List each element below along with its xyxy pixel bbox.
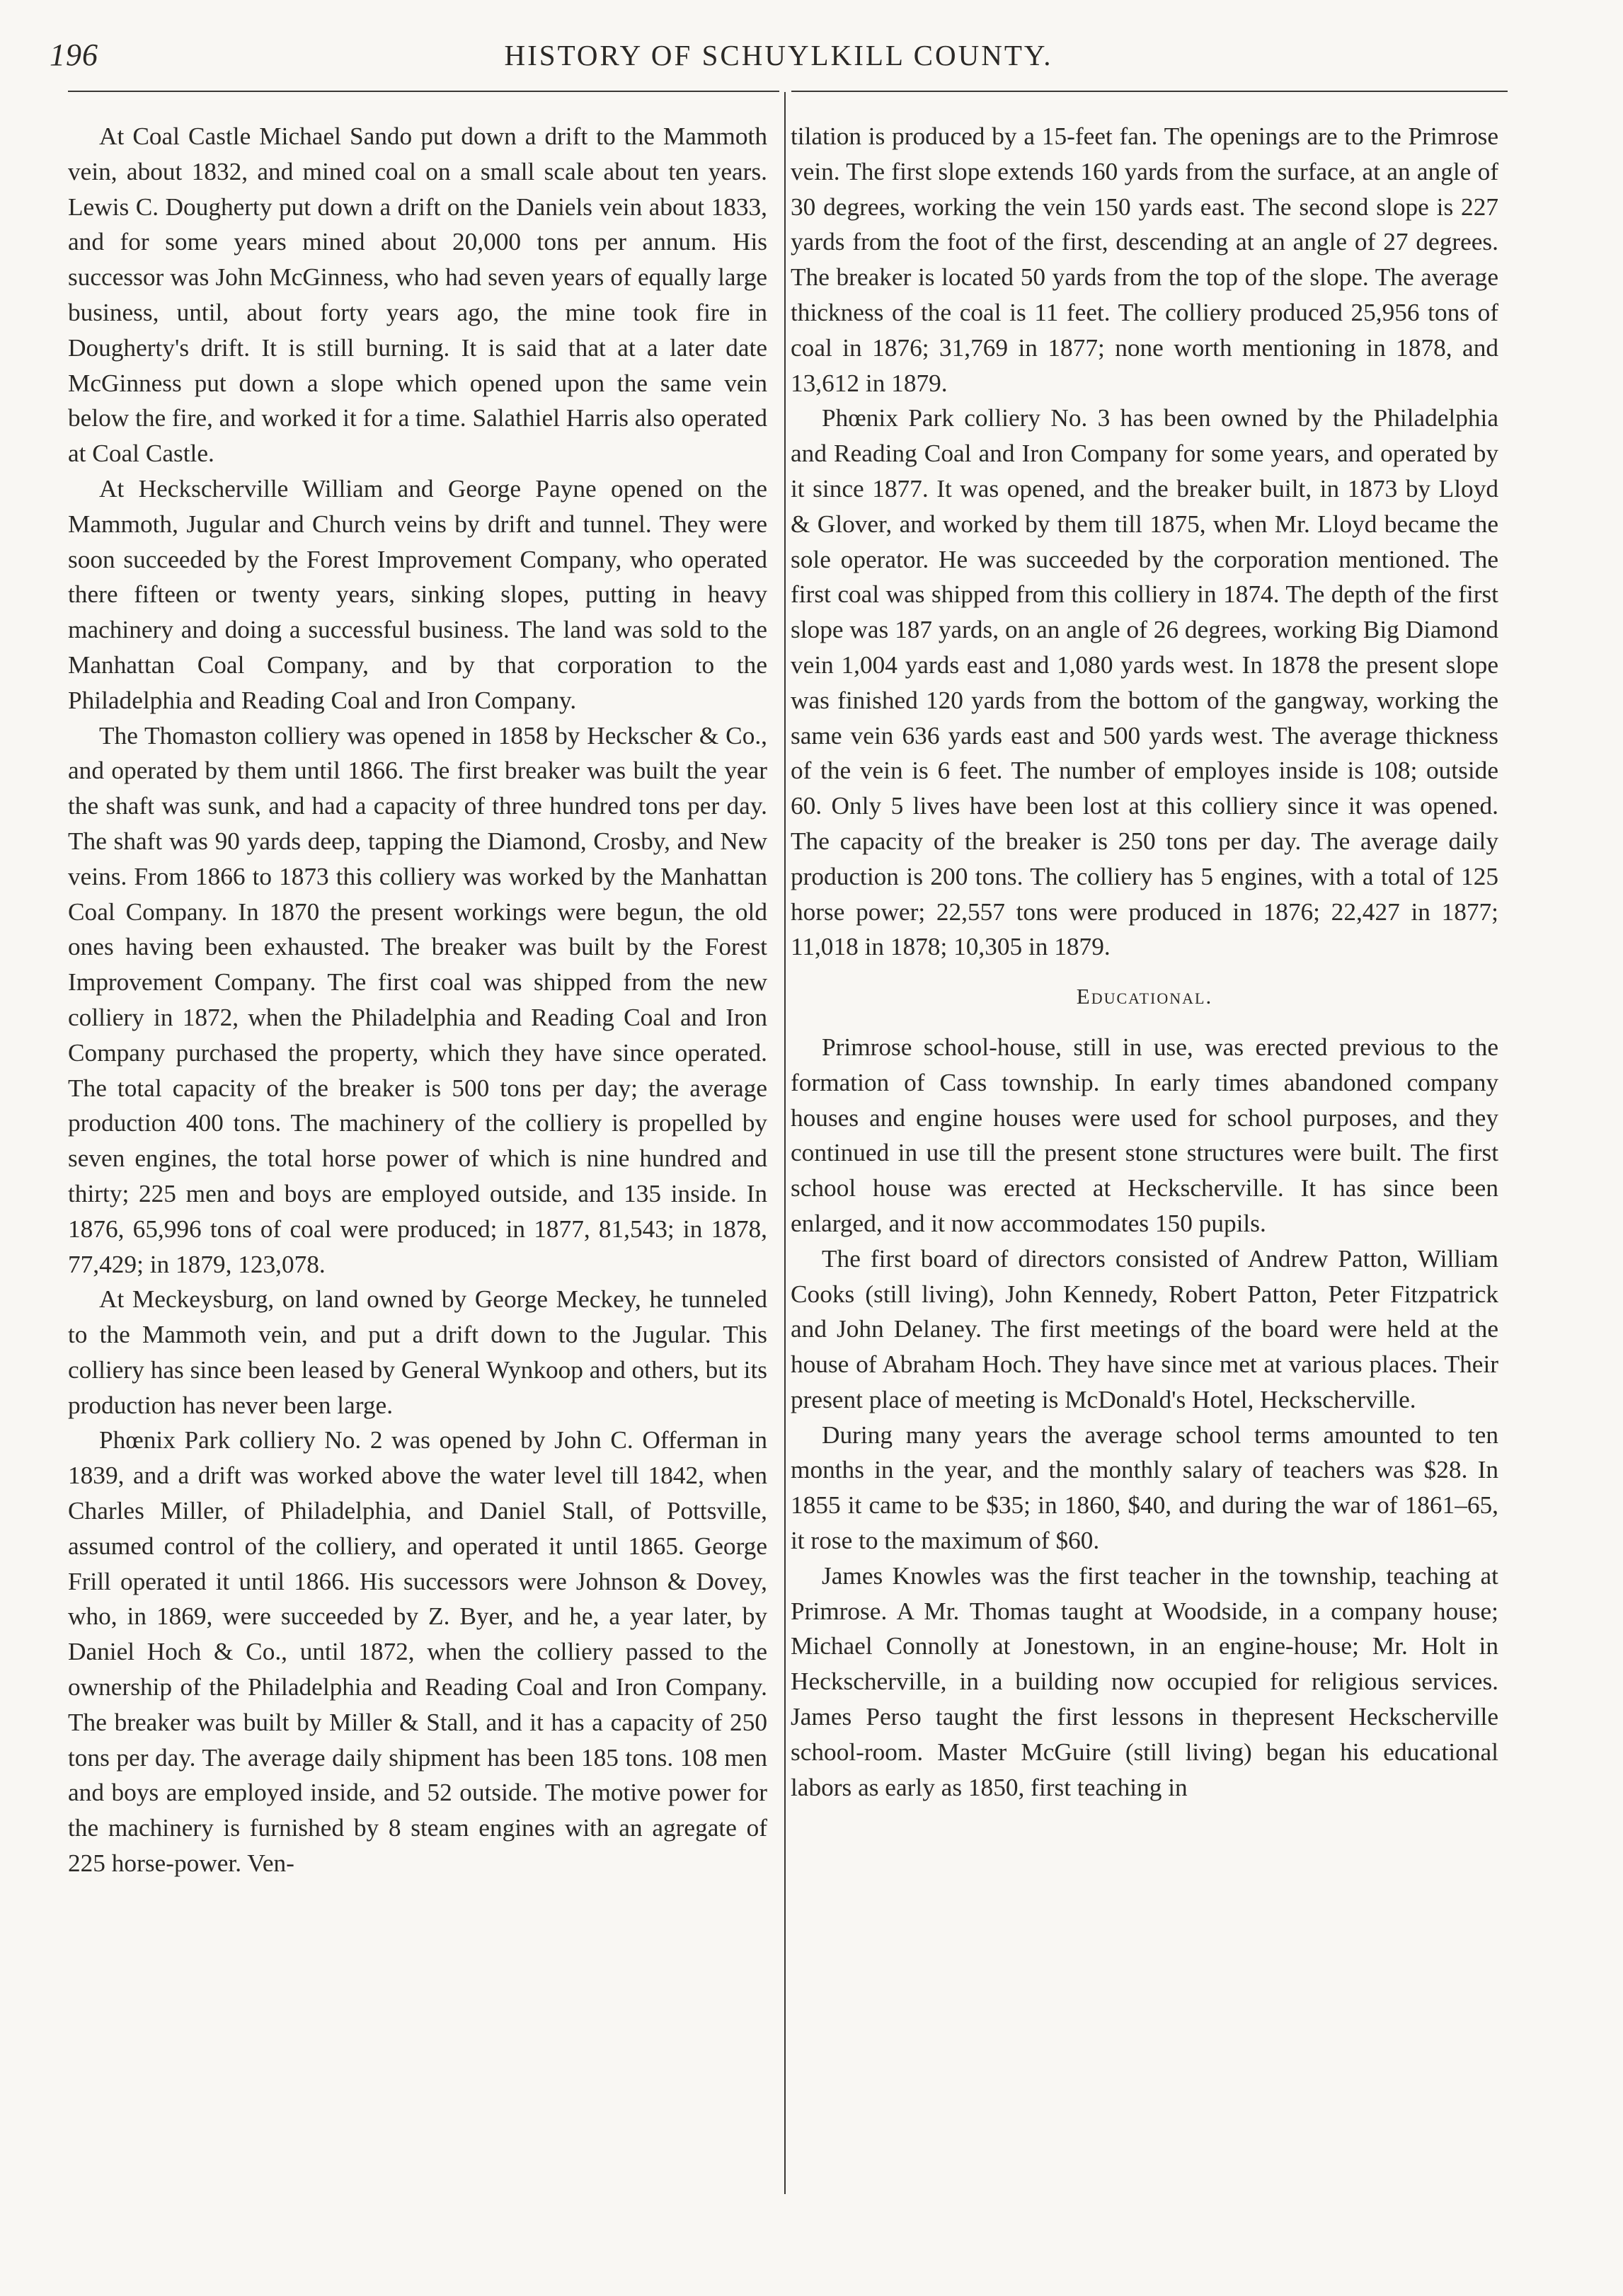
- paragraph-primrose-school: Primrose school-house, still in use, was erected previous to the formation of Cass township. In early times abandoned company houses and engine houses were used for school purposes, and they continued in use till the present stone structures were built. The first school house was erected at Heckscherville. It has since been enlarged, and it now accommodates 150 pupils.: [791, 1033, 1498, 1237]
- paragraph-meckeysburg: At Meckeysburg, on land owned by George Meckey, he tunneled to the Mammoth vein, and put a drift down to the Jugular. This colliery has since been leased by General Wynkoop and others, but its production has never been large.: [68, 1285, 767, 1419]
- paragraph-coal-castle: At Coal Castle Michael Sando put down a drift to the Mammoth vein, about 1832, and mined coal on a small scale about ten years. Lewis C. Dougherty put down a drift on the Daniels vein about 1833, and for some years mined about 20,000 tons per annum. His successor was John McGinness, who had seven years of equally large business, until, about forty years ago, the mine took fire in Dougherty's drift. It is still burning. It is said that at a later date McGinness put down a slope which opened upon the same vein below the fire, and worked it for a time. Salathiel Harris also operated at Coal Castle.: [68, 122, 767, 468]
- section-heading-educational: Educational.: [1076, 984, 1213, 1009]
- paragraph-school-terms: During many years the average school terms amounted to ten months in the year, and the monthly salary of teachers was $28. In 1855 it came to be $35; in 1860, $40, and during the war of 1861–65, it rose to the maximum of $60.: [791, 1420, 1498, 1555]
- header-rule-left: [68, 91, 779, 92]
- paragraph-thomaston-colliery: The Thomaston colliery was opened in 1858 by Heckscher & Co., and operated by them until 1866. The first breaker was built the year the shaft was sunk, and had a capacity of three hundred tons per day. The shaft was 90 yards deep, tapping the Diamond, Crosby, and New veins. From 1866 to 1873 this colliery was worked by the Manhattan Coal Company. In 1870 the present workings were begun, the old ones having been exhausted. The breaker was built by the Forest Improvement Company. The first coal was shipped from the new colliery in 1872, when the Philadelphia and Reading Coal and Iron Company purchased the property, which they have since operated. The total capacity of the breaker is 500 tons per day; the average production 400 tons. The machinery of the colliery is propelled by seven engines, the total horse power of which is nine hundred and thirty; 225 men and boys are employed outside, and 135 inside. In 1876, 65,996 tons of coal were produced; in 1877, 81,543; in 1878, 77,429; in 1879, 123,078.: [68, 721, 767, 1278]
- paragraph-board-of-directors: The first board of directors consisted of Andrew Patton, William Cooks (still living), John Kennedy, Robert Patton, Peter Fitzpatrick and John Delaney. The first meetings of the board were held at the house of Abraham Hoch. They have since met at various places. Their present place of meeting is McDonald's Hotel, Heckscherville.: [791, 1244, 1498, 1413]
- paragraph-first-teachers: James Knowles was the first teacher in the township, teaching at Primrose. A Mr. Thomas taught at Woodside, in a company house; Michael Connolly at Jonestown, in an engine-house; Mr. Holt in Heckscherville, in a building now occupied for religious services. James Perso taught the first lessons in thepresent Heckscherville school-room. Master McGuire (still living) began his educational labors as early as 1850, first teaching in: [791, 1561, 1498, 1801]
- header-rule-right: [791, 91, 1508, 92]
- right-column: [791, 119, 1498, 1805]
- paragraph-heckscherville: At Heckscherville William and George Payne opened on the Mammoth, Jugular and Church veins by drift and tunnel. They were soon succeeded by the Forest Improvement Company, who operated there fifteen or twenty years, sinking slopes, putting in heavy machinery and doing a successful business. The land was sold to the Manhattan Coal Company, and by that corporation to the Philadelphia and Reading Coal and Iron Company.: [68, 474, 767, 714]
- running-title: HISTORY OF SCHUYLKILL COUNTY.: [504, 39, 1053, 71]
- paragraph-phoenix-park-no-3: Phœnix Park colliery No. 3 has been owned by the Philadelphia and Reading Coal and Iron Company for some years, and operated by it since 1877. It was opened, and the breaker built, in 1873 by Lloyd & Glover, and worked by them till 1875, when Mr. Lloyd became the sole operator. He was succeeded by the corporation mentioned. The first coal was shipped from this colliery in 1874. The depth of the first slope was 187 yards, on an angle of 26 degrees, working Big Diamond vein 1,004 yards east and 1,080 yards west. In 1878 the present slope was finished 120 yards from the bottom of the gangway, working the same vein 636 yards east and 500 yards west. The average thickness of the vein is 6 feet. The number of employes inside is 108; outside 60. Only 5 lives have been lost at this colliery since it was opened. The capacity of the breaker is 250 tons per day. The average daily production is 200 tons. The colliery has 5 engines, with a total of 125 horse power; 22,557 tons were produced in 1876; 22,427 in 1877; 11,018 in 1878; 10,305 in 1879.: [791, 404, 1498, 961]
- left-column: [68, 119, 767, 1881]
- page-number: 196: [50, 38, 98, 72]
- page-header: [50, 37, 1508, 79]
- paragraph-continuation: tilation is produced by a 15-feet fan. The openings are to the Primrose vein. The first slope extends 160 yards from the surface, at an angle of 30 degrees, working the vein 150 yards east. The second slope is 227 yards from the foot of the first, descending at an angle of 27 degrees. The breaker is located 50 yards from the top of the slope. The average thickness of the coal is 11 feet. The colliery produced 25,956 tons of coal in 1876; 31,769 in 1877; none worth mentioning in 1878, and 13,612 in 1879.: [791, 122, 1498, 397]
- column-divider: [784, 92, 786, 2194]
- paragraph-phoenix-park-no-2: Phœnix Park colliery No. 2 was opened by John C. Offerman in 1839, and a drift was worked above the water level till 1842, when Charles Miller, of Philadelphia, and Daniel Stall, of Pottsville, assumed control of the colliery, and operated it until 1865. George Frill operated it until 1866. His successors were Johnson & Dovey, who, in 1869, were succeeded by Z. Byer, and he, a year later, by Daniel Hoch & Co., until 1872, when the colliery passed to the ownership of the Philadelphia and Reading Coal and Iron Company. The breaker was built by Miller & Stall, and it has a capacity of 250 tons per day. The average daily shipment has been 185 tons. 108 men and boys are employed inside, and 52 outside. The motive power for the machinery is furnished by 8 steam engines with an agregate of 225 horse-power. Ven-: [68, 1426, 767, 1878]
